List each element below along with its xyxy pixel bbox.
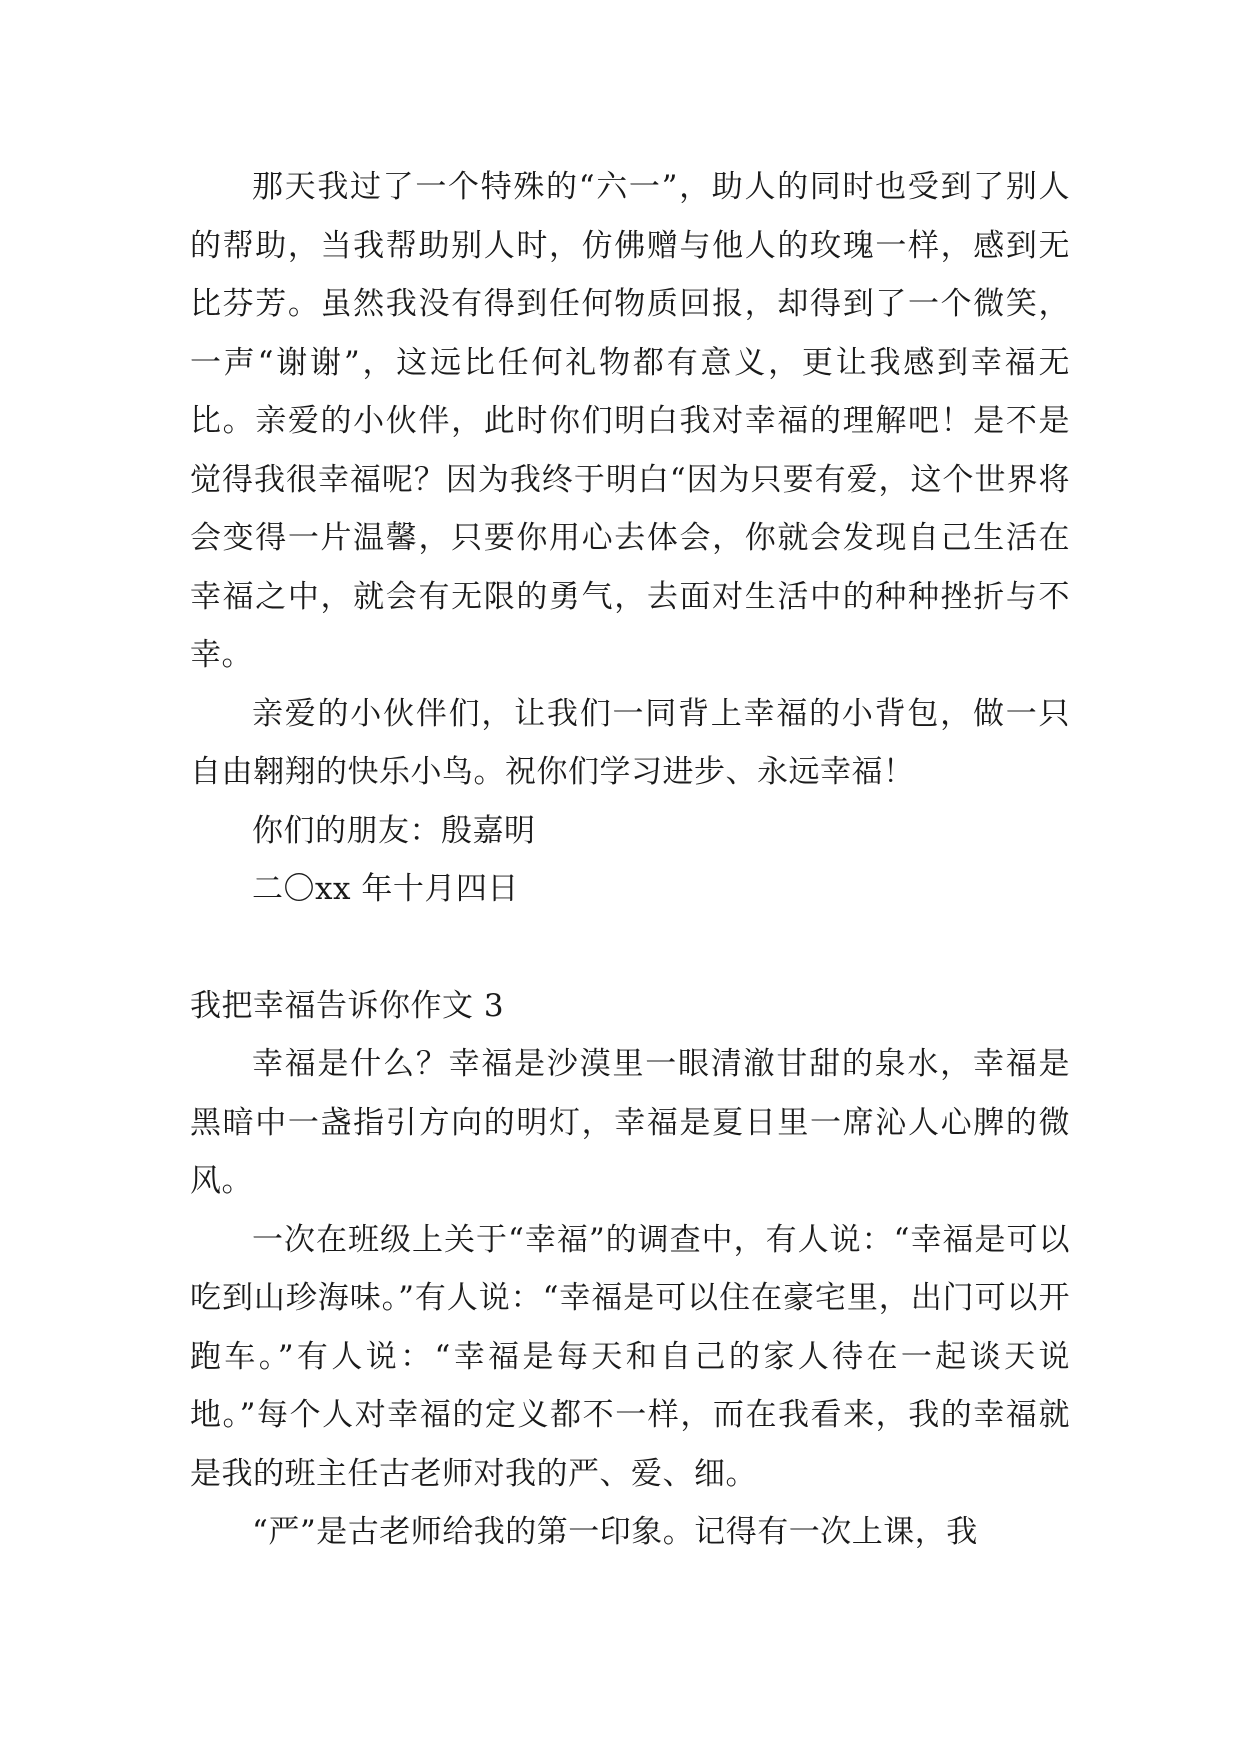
- paragraph-what-is-happiness: 幸福是什么？幸福是沙漠里一眼清澈甘甜的泉水，幸福是黑暗中一盏指引方向的明灯，幸福是夏日里一席沁人心脾的微风。: [190, 1046, 1070, 1199]
- section-title: 我把幸福告诉你作文 3: [190, 987, 505, 1024]
- document-page: [190, 158, 1070, 1562]
- paragraph-class-survey: 一次在班级上关于“幸福”的调查中，有人说：“幸福是可以吃到山珍海味。”有人说：“幸福是可以住在豪宅里，出门可以开跑车。”有人说：“幸福是每天和自己的家人待在一起谈天说地。”每个人对幸福的定义都不一样，而在我看来，我的幸福就是我的班主任古老师对我的严、爱、细。: [190, 1221, 1070, 1492]
- paragraph-strict-teacher: “严”是古老师给我的第一印象。记得有一次上课，我: [252, 1514, 978, 1550]
- paragraph-closing-wish: 亲爱的小伙伴们，让我们一同背上幸福的小背包，做一只自由翱翔的快乐小鸟。祝你们学习进步、永远幸福！: [190, 695, 1070, 790]
- paragraph-help-others: 那天我过了一个特殊的“六一”，助人的同时也受到了别人的帮助，当我帮助别人时，仿佛赠与他人的玫瑰一样，感到无比芬芳。虽然我没有得到任何物质回报，却得到了一个微笑，一声“谢谢”，这远比任何礼物都有意义，更让我感到幸福无比。亲爱的小伙伴，此时你们明白我对幸福的理解吧！是不是觉得我很幸福呢？因为我终于明白“因为只要有爱，这个世界将会变得一片温馨，只要你用心去体会，你就会发现自己生活在幸福之中，就会有无限的勇气，去面对生活中的种种挫折与不幸。: [190, 169, 1070, 673]
- date-line: 二〇xx 年十月四日: [252, 871, 519, 907]
- signature-line: 你们的朋友：殷嘉明: [252, 812, 536, 849]
